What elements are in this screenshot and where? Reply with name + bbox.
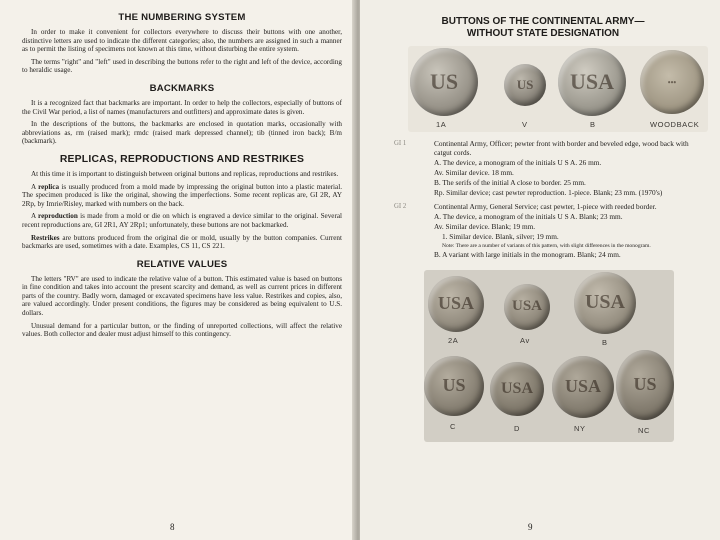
- title-line-1: BUTTONS OF THE CONTINENTAL ARMY—: [441, 16, 645, 27]
- replica-pre: A: [31, 182, 39, 191]
- label-d: D: [514, 423, 521, 433]
- label-b2: B: [602, 337, 608, 347]
- gi2-variant-1: 1. Similar device. Blank, silver; 19 mm.: [442, 232, 559, 242]
- paragraph-numbering-2: The terms "right" and "left" used in describing the buttons refer to the right and left of the device, according to heraldic usage.: [22, 57, 342, 75]
- button-b2-image: USA: [574, 272, 636, 334]
- paragraph-reproduction: [22, 212, 342, 229]
- reproduction-pre: A: [31, 212, 39, 221]
- button-c-image: US: [424, 356, 484, 416]
- replica-term: replica: [38, 182, 60, 191]
- page-number-left: 8: [170, 522, 175, 532]
- gi2-note: Note: There are a number of variants of this pattern, with slight differences in the monogram.: [442, 243, 651, 250]
- button-ny-image: USA: [552, 356, 614, 418]
- gi2-variant-b: B. A variant with large initials in the monogram. Blank; 24 mm.: [434, 250, 621, 260]
- gi1-description: Continental Army, Officer; pewter front with border and beveled edge, wood back with catgut cords.: [434, 139, 689, 157]
- heading-numbering-system: THE NUMBERING SYSTEM: [118, 12, 246, 23]
- page-title: [382, 16, 704, 40]
- paragraph-replica: [22, 183, 342, 209]
- label-b: B: [590, 120, 596, 129]
- button-photo-top: [408, 46, 708, 132]
- heading-backmarks: BACKMARKS: [149, 82, 215, 94]
- paragraph-numbering-1: In order to make it convenient for collectors everywhere to discuss their buttons with one another, distinctive letters are used to indicate the different categories; also, the numbers are assigned in such a manner as to permit the listing of specimens not known at this time, without disturbing the entire system.: [22, 28, 342, 54]
- gi1-variant-a: A. The device, a monogram of the initials U S A. 26 mm.: [434, 157, 602, 167]
- button-2a-image: USA: [428, 276, 484, 332]
- title-line-2: WITHOUT STATE DESIGNATION: [466, 28, 620, 39]
- label-nc: NC: [638, 425, 651, 435]
- label-1a: 1A: [436, 120, 447, 129]
- button-woodback-image: •••: [640, 50, 704, 114]
- gi2-description: Continental Army, General Service; cast pewter, 1-piece with reeded border.: [434, 202, 657, 212]
- gi2-variant-a: A. The device, a monogram of the initials U S A. Blank; 23 mm.: [434, 212, 623, 222]
- catalog-entry-gi2: [382, 203, 704, 260]
- catalog-entry-gi1: [382, 140, 704, 197]
- button-nc-image: US: [616, 350, 674, 420]
- label-av: Av: [520, 335, 530, 345]
- button-d-image: USA: [490, 362, 544, 416]
- button-b-image: USA: [558, 48, 626, 116]
- restrikes-body: are buttons produced from the original die or mold, usually by the button companies. Current backmarks are used, sometimes with a date. Examples, CS 11, CS 221.: [22, 233, 342, 251]
- gi2-variant-av: Av. Similar device. Blank; 19 mm.: [434, 222, 536, 232]
- gi1-variant-rp: Rp. Similar device; cast pewter reproduction. 1-piece. Blank; 23 mm. (1970's): [434, 187, 663, 197]
- label-2a: 2A: [448, 335, 459, 345]
- label-v: V: [522, 120, 528, 129]
- restrikes-term: Restrikes: [31, 233, 60, 242]
- left-page: [0, 0, 356, 540]
- button-v-image: US: [504, 64, 546, 106]
- entry-code-gi1: GI 1: [394, 140, 407, 147]
- button-1a-image: US: [410, 48, 478, 116]
- button-av-image: USA: [504, 284, 550, 330]
- gi1-variant-av: Av. Similar device. 18 mm.: [434, 167, 514, 177]
- label-c: C: [450, 421, 457, 431]
- paragraph-replicas-1: At this time it is important to distinguish between original buttons and replicas, reproductions and restrikes.: [31, 169, 339, 178]
- reproduction-body: is made from a mold or die on which is engraved a device similar to the original. Several recent reproductions are, GI 2R1, AY 2Rp1; unfortunately, these buttons are not backmarked.: [22, 212, 342, 229]
- paragraph-restrikes: [22, 234, 342, 251]
- replica-body: is usually produced from a mold made by impressing the original button into a plastic material. The specimen produced is like the original, showing the imperfections. Some recent replicas are, GI 2R, AY 2Rp, by Imrie/Risley, marked with numbers on the back.: [22, 182, 342, 208]
- gi1-variant-b: B. The serifs of the initial A close to border. 25 mm.: [434, 177, 586, 187]
- heading-replicas: REPLICAS, REPRODUCTIONS AND RESTRIKES: [59, 153, 305, 165]
- heading-relative-values: RELATIVE VALUES: [136, 258, 228, 270]
- paragraph-backmarks-2: In the descriptions of the buttons, the backmarks are enclosed in quotation marks, occasionally with abbreviations as, rm (raised mark); rmdc (raised mark depressed channel); tib (tinned iron back); B/m (backmark).: [22, 120, 342, 146]
- paragraph-relative-1: The letters "RV" are used to indicate the relative value of a button. This estimated value is based on buttons in fine condition and takes into account the present scarcity and demand, as well as current prices in different parts of the country. Badly worn, damaged or excavated specimens have less value. Restrikes and copies, also, are valued accordingly. Under present conditions, the figures may be considered as being equivalent to U.S. dollars.: [22, 274, 342, 318]
- page-number-right: 9: [528, 522, 533, 532]
- paragraph-relative-2: Unusual demand for a particular button, or the finding of unreported collections, will affect the relative values. Both collector and dealer must adjust himself to this contingency.: [22, 321, 342, 339]
- label-woodback: WOODBACK: [650, 120, 700, 129]
- reproduction-term: reproduction: [38, 212, 78, 221]
- button-photo-bottom: [424, 270, 674, 442]
- entry-code-gi2: GI 2: [394, 203, 407, 211]
- label-ny: NY: [574, 423, 586, 433]
- paragraph-backmarks-1: It is a recognized fact that backmarks are important. In order to help the collectors, especially of buttons of the Civil War period, a list of names (manufacturers and outfitters) and approximate dates is given.: [22, 98, 342, 116]
- right-page: [360, 0, 720, 540]
